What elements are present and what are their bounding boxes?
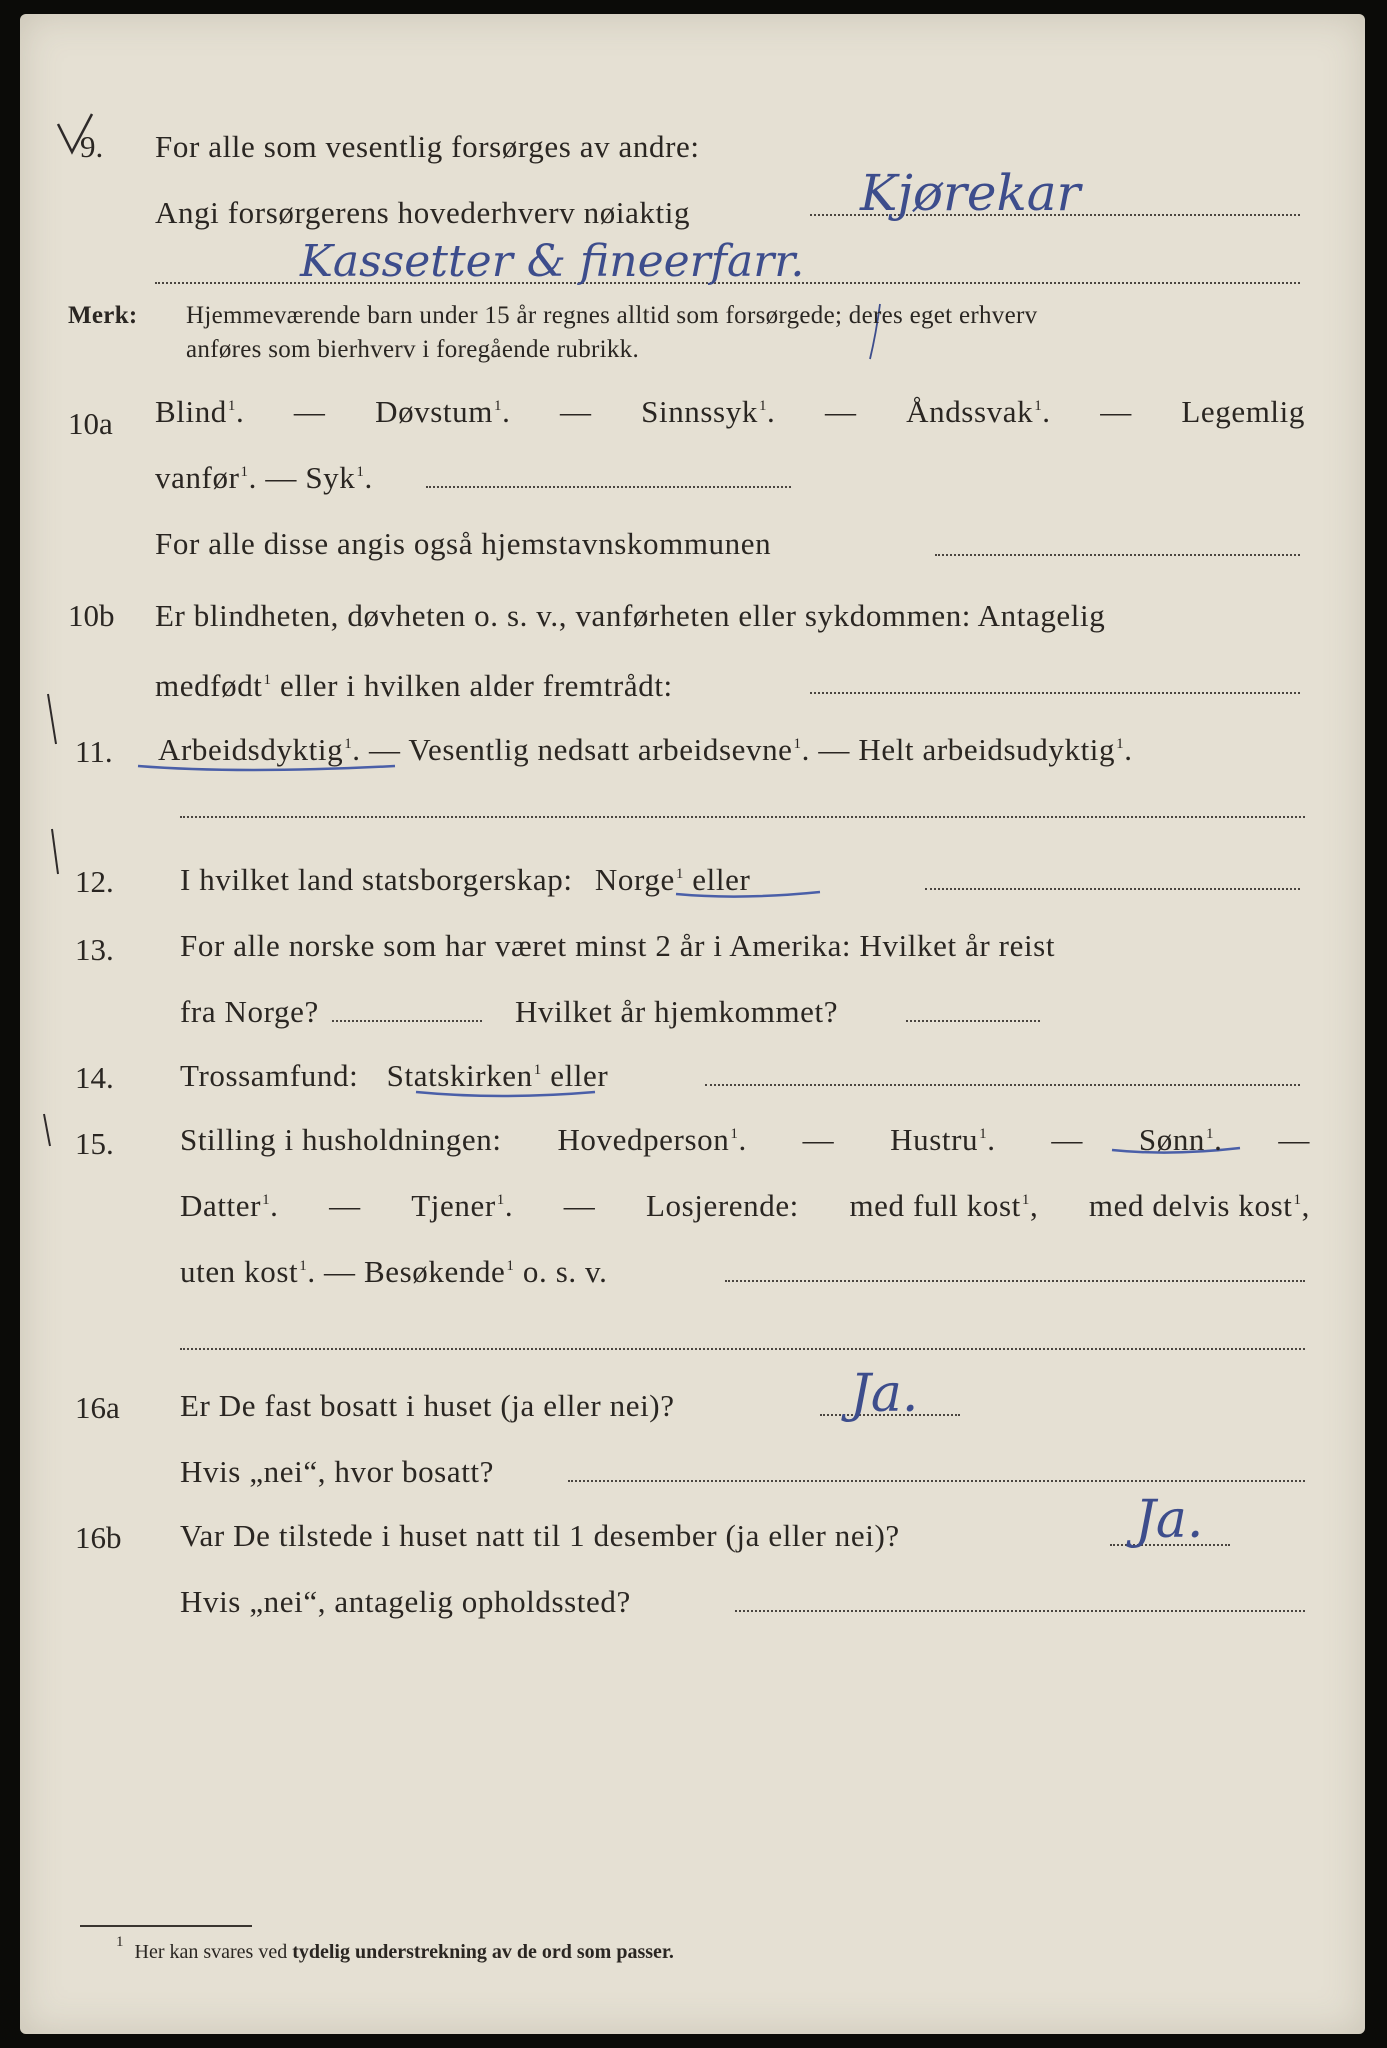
opt-hustru[interactable]: Hustru$^1$. xyxy=(890,1122,996,1157)
opt-syk[interactable]: Syk$^1$. xyxy=(305,460,373,495)
footnote-plain: Her kan svares ved xyxy=(134,1941,288,1963)
q12-eller: eller xyxy=(692,862,751,897)
q16a-text: Er De fast bosatt i huset (ja eller nei)? xyxy=(180,1388,675,1423)
q10a-number: 10a xyxy=(68,406,113,441)
q15-line-2 xyxy=(180,1188,1310,1224)
check-mark-q11 xyxy=(48,694,56,744)
dash: — xyxy=(1100,394,1132,429)
q13-fra-label: fra Norge? xyxy=(180,994,319,1029)
q13-year-returned-line[interactable] xyxy=(906,1020,1040,1022)
q10a-options-line xyxy=(155,394,1305,430)
q15-answer-line-1[interactable] xyxy=(725,1280,1305,1282)
opt-statskirken[interactable]: Statskirken$^1$ xyxy=(386,1058,542,1093)
q10a-line-2 xyxy=(155,460,373,496)
merk-label: Merk: xyxy=(68,302,138,329)
opt-tjener[interactable]: Tjener$^1$. xyxy=(411,1188,514,1223)
q15-line-3 xyxy=(180,1254,608,1290)
opt-norge[interactable]: Norge$^1$ xyxy=(594,862,684,897)
q12-line xyxy=(180,862,750,898)
footnote xyxy=(115,1934,674,1964)
q14-number: 14. xyxy=(75,1060,114,1095)
q16b-line-2: Hvis „nei“, antagelig opholdssted? xyxy=(180,1584,631,1619)
dash: — xyxy=(329,1188,361,1223)
q16b-answer[interactable]: Ja. xyxy=(1135,1490,1204,1550)
q15-losjerende: Losjerende: xyxy=(645,1188,799,1223)
q9-number: 9. xyxy=(80,129,104,164)
q9-provider-label: Angi forsørgerens hovederhverv nøiaktig xyxy=(155,195,691,230)
q13-year-left-line[interactable] xyxy=(332,1020,482,1022)
q11-options-line xyxy=(158,732,1133,768)
opt-medfodt[interactable]: medfødt$^1$ xyxy=(155,668,272,703)
opt-datter[interactable]: Datter$^1$. xyxy=(180,1188,279,1223)
q16a-where-line[interactable] xyxy=(568,1480,1305,1482)
q15-label: Stilling i husholdningen: xyxy=(180,1122,502,1157)
q14-line xyxy=(180,1058,608,1094)
q16a-answer[interactable]: Ja. xyxy=(850,1364,919,1424)
check-mark-q12 xyxy=(52,829,58,874)
q10b-answer-line[interactable] xyxy=(810,692,1300,694)
q14-answer-line[interactable] xyxy=(705,1084,1300,1086)
q16b-where-line[interactable] xyxy=(735,1610,1305,1612)
opt-arbeidsdyktig[interactable]: Arbeidsdyktig$^1$. xyxy=(158,732,361,767)
opt-med-delvis-kost[interactable]: med delvis kost$^1$, xyxy=(1088,1188,1310,1223)
check-mark-q15 xyxy=(44,1114,50,1146)
q10b-line-1: Er blindheten, døvheten o. s. v., vanførheten eller sykdommen: Antagelig xyxy=(155,598,1106,633)
q16b-number: 16b xyxy=(75,1520,122,1555)
opt-besokende[interactable]: Besøkende$^1$ xyxy=(364,1254,515,1289)
merk-line-1: Hjemmeværende barn under 15 år regnes alltid som forsørgede; deres eget erhverv xyxy=(186,302,1038,329)
opt-uten-kost[interactable]: uten kost$^1$. xyxy=(180,1254,316,1289)
q9-answer-1[interactable]: Kjørekar xyxy=(860,164,1081,222)
q10a-home-line[interactable] xyxy=(935,554,1300,556)
q14-eller: eller xyxy=(550,1058,609,1093)
q16b-text: Var De tilstede i huset natt til 1 desember (ja eller nei)? xyxy=(180,1518,900,1553)
q10a-home-municipality: For alle disse angis også hjemstavnskommunen xyxy=(155,526,772,561)
opt-sonn[interactable]: Sønn$^1$. xyxy=(1138,1122,1223,1157)
q10b-number: 10b xyxy=(68,598,115,633)
opt-udyktig[interactable]: Helt arbeidsudyktig$^1$. xyxy=(858,732,1133,767)
q15-answer-line-2[interactable] xyxy=(180,1348,1305,1350)
q11-number: 11. xyxy=(75,734,113,769)
q16a-number: 16a xyxy=(75,1390,120,1425)
dash: — xyxy=(1051,1122,1084,1157)
q10b-line-2 xyxy=(155,668,673,704)
dash: — xyxy=(369,732,401,767)
opt-andssvak[interactable]: Åndssvak$^1$. xyxy=(906,394,1051,429)
q14-label: Trossamfund: xyxy=(180,1058,359,1093)
q9-answer-2[interactable]: Kassetter & fineerfarr. xyxy=(300,236,805,287)
q9-text: For alle som vesentlig forsørges av andre: xyxy=(155,129,700,164)
census-form-page xyxy=(20,14,1365,2034)
q15-osv: o. s. v. xyxy=(522,1254,608,1289)
opt-blind[interactable]: Blind$^1$. xyxy=(155,394,245,429)
opt-dovstum[interactable]: Døvstum$^1$. xyxy=(375,394,511,429)
q16a-line-2: Hvis „nei“, hvor bosatt? xyxy=(180,1454,494,1489)
q11-answer-line[interactable] xyxy=(180,816,1305,818)
q10a-syk-line[interactable] xyxy=(426,486,791,488)
dash: — xyxy=(293,394,326,429)
dash: — xyxy=(563,1188,596,1223)
q13-hjem-label: Hvilket år hjemkommet? xyxy=(515,994,839,1029)
q15-line-1 xyxy=(180,1122,1310,1158)
opt-med-full-kost[interactable]: med full kost$^1$, xyxy=(849,1188,1039,1223)
opt-sinnssyk[interactable]: Sinnssyk$^1$. xyxy=(641,394,776,429)
dash: — xyxy=(818,732,850,767)
dash: — xyxy=(265,460,297,495)
q15-number: 15. xyxy=(75,1126,114,1161)
q12-text: I hvilket land statsborgerskap: xyxy=(180,862,573,897)
opt-vanfor[interactable]: vanfør$^1$. xyxy=(155,460,257,495)
opt-hovedperson[interactable]: Hovedperson$^1$. xyxy=(557,1122,747,1157)
footnote-bold: tydelig understrekning av de ord som passer. xyxy=(292,1941,674,1963)
q10b-rest: eller i hvilken alder fremtrådt: xyxy=(279,668,673,703)
q13-line-1: For alle norske som har været minst 2 år i Amerika: Hvilket år reist xyxy=(180,928,1056,963)
dash: — xyxy=(324,1254,356,1289)
dash: — xyxy=(802,1122,835,1157)
opt-legemlig[interactable]: Legemlig xyxy=(1181,394,1305,429)
q13-number: 13. xyxy=(75,932,114,967)
footnote-mark: 1 xyxy=(116,1934,124,1950)
q12-number: 12. xyxy=(75,864,114,899)
q12-answer-line[interactable] xyxy=(925,888,1300,890)
opt-nedsatt[interactable]: Vesentlig nedsatt arbeidsevne$^1$. xyxy=(408,732,811,767)
merk-line-2: anføres som bierhverv i foregående rubrikk. xyxy=(186,336,640,363)
dash: — xyxy=(1278,1122,1310,1157)
dash: — xyxy=(824,394,857,429)
dash: — xyxy=(559,394,592,429)
